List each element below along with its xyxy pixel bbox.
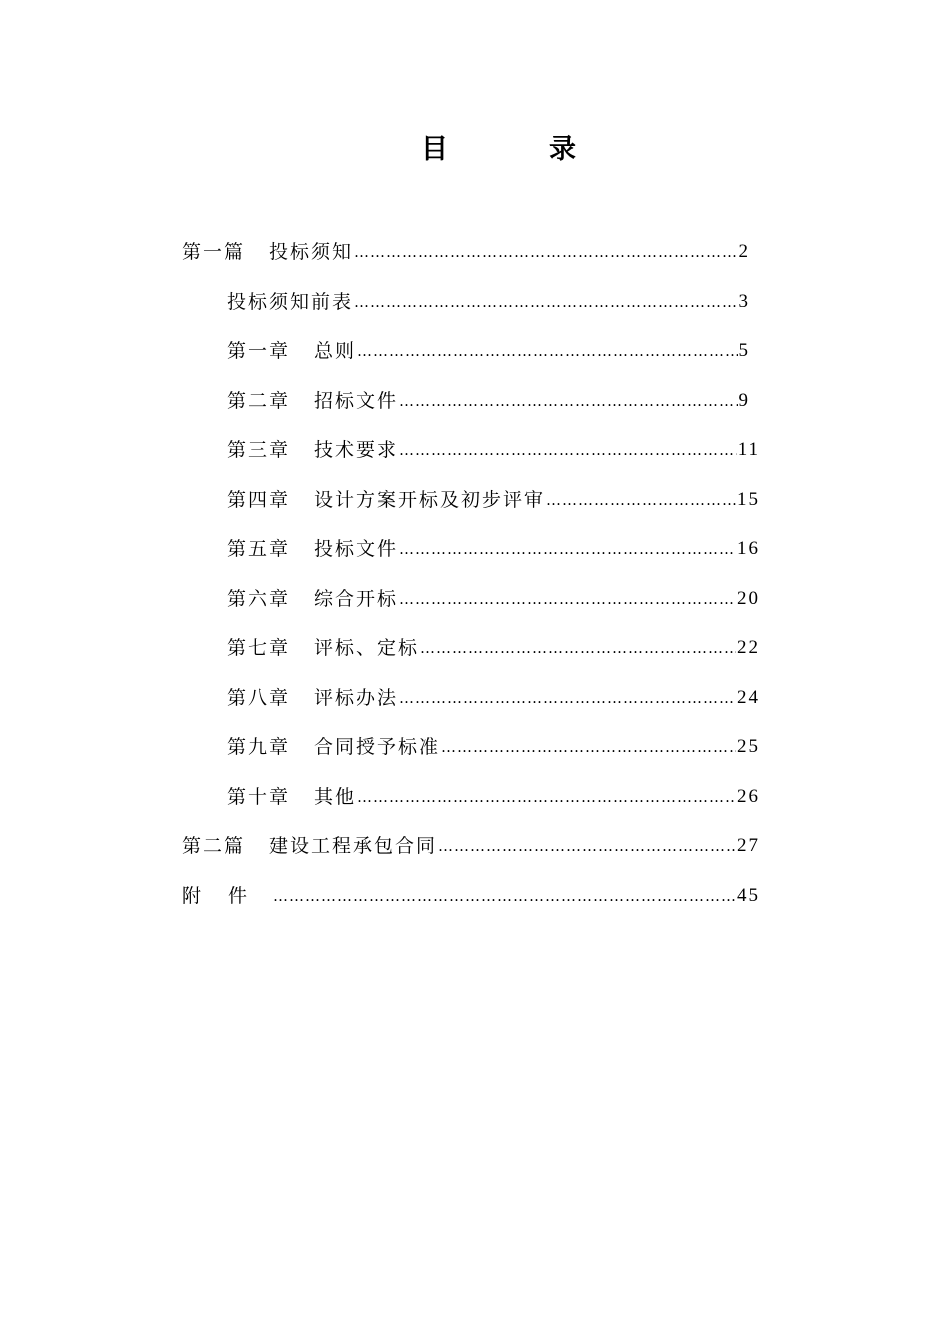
toc-entry-front-table[interactable]: [227, 282, 750, 322]
toc-entry-chapter-5[interactable]: [227, 529, 760, 569]
toc-entry-page: 26: [737, 786, 760, 807]
toc-entry-chapter-4[interactable]: [227, 480, 760, 520]
toc-entry-title: 合同授予标准: [314, 736, 441, 758]
dot-leader: [357, 777, 736, 817]
dot-leader: [546, 480, 736, 520]
toc-entry-number: 第七章: [227, 637, 291, 659]
toc-entry-title: 投标文件: [314, 538, 399, 560]
toc-entry-page: 2: [738, 241, 750, 262]
toc-entry-appendix[interactable]: [182, 876, 760, 916]
toc-entry-page: 3: [738, 291, 750, 312]
dot-leader: [399, 678, 736, 718]
toc-entry-title: 评标、定标: [314, 637, 420, 659]
toc-entry-chapter-9[interactable]: [227, 727, 760, 767]
toc-entry-number: 第五章: [227, 538, 291, 560]
toc-entry-page: 25: [737, 736, 760, 757]
dot-leader: [438, 826, 736, 866]
dot-leader: [399, 430, 737, 470]
dot-leader: [354, 232, 737, 272]
toc-entry-title: 技术要求: [314, 439, 399, 461]
toc-entry-page: 22: [737, 637, 760, 658]
toc-entry-page: 16: [737, 538, 760, 559]
toc-entry-page: 20: [737, 588, 760, 609]
toc-entry-number: 第一章: [227, 340, 291, 362]
toc-entry-number: 第八章: [227, 687, 291, 709]
toc-entry-part-1[interactable]: [182, 232, 750, 272]
toc-entry-title: 招标文件: [314, 390, 399, 412]
toc-entry-title: 投标须知: [269, 241, 354, 263]
dot-leader: [354, 282, 737, 322]
toc-entry-page: 9: [738, 390, 750, 411]
dot-leader: [273, 876, 736, 916]
appendix-char-2: 件: [228, 885, 248, 907]
toc-entry-part-2[interactable]: [182, 826, 760, 866]
toc-entry-page: 15: [737, 489, 760, 510]
toc-entry-chapter-7[interactable]: [227, 628, 760, 668]
toc-entry-title: 其他: [314, 786, 357, 808]
toc-title: [0, 130, 950, 170]
toc-entry-page: 5: [738, 340, 750, 361]
dot-leader: [399, 579, 736, 619]
dot-leader: [357, 331, 737, 371]
toc-entry-chapter-8[interactable]: [227, 678, 760, 718]
title-char-1: 目: [421, 134, 448, 165]
dot-leader: [399, 381, 737, 421]
toc-entry-chapter-2[interactable]: [227, 381, 750, 421]
toc-entry-title: 评标办法: [314, 687, 399, 709]
toc-entry-page: 24: [737, 687, 760, 708]
dot-leader: [399, 529, 736, 569]
toc-entry-number: 第九章: [227, 736, 291, 758]
toc-entry-title: 设计方案开标及初步评审: [314, 489, 546, 511]
toc-entry-chapter-10[interactable]: [227, 777, 760, 817]
toc-entry-chapter-1[interactable]: [227, 331, 750, 371]
appendix-char-1: 附: [182, 885, 202, 907]
toc-entry-page: 27: [737, 835, 760, 856]
dot-leader: [420, 628, 736, 668]
title-char-2: 录: [549, 134, 576, 165]
toc-entry-title: 建设工程承包合同: [269, 835, 438, 857]
toc-entry-page: 45: [737, 885, 760, 906]
toc-entry-number: 第三章: [227, 439, 291, 461]
toc-entry-number: 第一篇: [182, 241, 246, 263]
toc-entry-number: 第十章: [227, 786, 291, 808]
toc-entry-number: 第六章: [227, 588, 291, 610]
toc-entry-number: 第二篇: [182, 835, 246, 857]
toc-entry-title: 综合开标: [314, 588, 399, 610]
toc-entry-page: 11: [737, 439, 760, 460]
toc-entry-number: 第二章: [227, 390, 291, 412]
toc-entry-number: 第四章: [227, 489, 291, 511]
toc-entry-chapter-6[interactable]: [227, 579, 760, 619]
dot-leader: [441, 727, 736, 767]
toc-entry-chapter-3[interactable]: [227, 430, 760, 470]
toc-entry-title: 投标须知前表: [227, 291, 354, 313]
toc-entry-title: 总则: [314, 340, 357, 362]
